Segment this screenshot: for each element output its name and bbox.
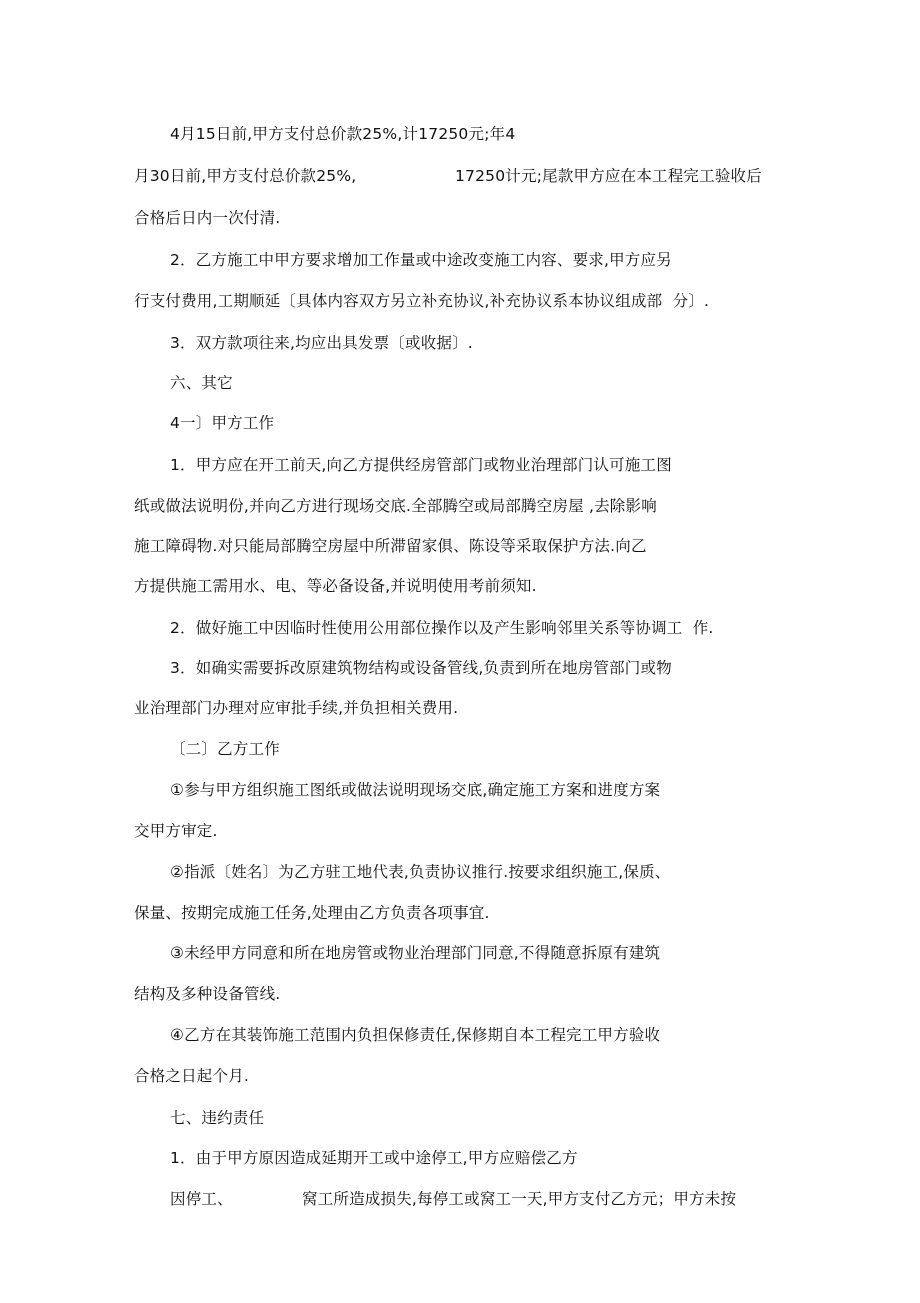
party-b-work-heading: 〔二〕乙方工作 xyxy=(170,740,280,758)
clause-2-line-2: 行支付费用,工期顺延〔具体内容双方另立补充协议,补充协议系本协议组成部 分〕. xyxy=(134,292,710,310)
party-b-item-2-line-2: 保量、按期完成施工任务,处理由乙方负责各项事宜. xyxy=(134,904,490,922)
party-b-item-3-line-2: 结构及多种设备管线. xyxy=(134,985,281,1003)
party-a-work-heading: 4一〕甲方工作 xyxy=(170,414,275,432)
section-7-heading: 七、违约责任 xyxy=(170,1109,265,1127)
liability-item-1-line-2b: 窝工所造成损失,每停工或窝工一天,甲方支付乙方元；甲方未按 xyxy=(302,1190,737,1208)
party-a-item-1-line-2: 纸或做法说明份,并向乙方进行现场交底.全部腾空或局部腾空房屋 ,去除影响 xyxy=(134,497,657,515)
party-b-item-1-line-1: ①参与甲方组织施工图纸或做法说明现场交底,确定施工方案和进度方案 xyxy=(170,781,661,799)
party-a-item-1-line-3: 施工障碍物.对只能局部腾空房屋中所滞留家俱、陈设等采取保护方法.向乙 xyxy=(134,537,647,555)
clause-2-line-1: 2．乙方施工中甲方要求增加工作量或中途改变施工内容、要求,甲方应另 xyxy=(170,251,672,269)
party-a-item-1-line-4: 方提供施工需用水、电、等必备设备,并说明使用考前须知. xyxy=(134,577,537,595)
party-b-item-1-line-2: 交甲方审定. xyxy=(134,822,218,840)
liability-item-1-line-1: 1．由于甲方原因造成延期开工或中途停工,甲方应赔偿乙方 xyxy=(170,1149,578,1167)
party-b-item-4-line-1: ④乙方在其装饰施工范围内负担保修责任,保修期自本工程完工甲方验收 xyxy=(170,1026,661,1044)
party-b-item-4-line-2: 合格之日起个月. xyxy=(134,1067,250,1085)
section-6-heading: 六、其它 xyxy=(170,374,233,392)
party-b-item-2-line-1: ②指派〔姓名〕为乙方驻工地代表,负责协议推行.按要求组织施工,保质、 xyxy=(170,863,671,881)
payment-line-1: 4月15日前,甲方支付总价款25%,计17250元;年4 xyxy=(170,125,516,143)
payment-line-2b: 17250计元;尾款甲方应在本工程完工验收后 xyxy=(455,167,762,185)
party-a-item-3-line-1: 3．如确实需要拆改原建筑物结构或设备管线,负责到所在地房管部门或物 xyxy=(170,659,672,677)
payment-line-2a: 月30日前,甲方支付总价款25%, xyxy=(134,167,357,185)
party-b-item-3-line-1: ③未经甲方同意和所在地房管或物业治理部门同意,不得随意拆原有建筑 xyxy=(170,944,661,962)
payment-line-3: 合格后日内一次付清. xyxy=(134,209,281,227)
liability-item-1-line-2a: 因停工、 xyxy=(170,1190,233,1208)
clause-3: 3．双方款项往来,均应出具发票〔或收据〕. xyxy=(170,334,473,352)
party-a-item-2: 2．做好施工中因临时性使用公用部位操作以及产生影响邻里关系等协调工 作. xyxy=(170,619,714,637)
party-a-item-3-line-2: 业治理部门办理对应审批手续,并负担相关费用. xyxy=(134,699,459,717)
party-a-item-1-line-1: 1．甲方应在开工前天,向乙方提供经房管部门或物业治理部门认可施工图 xyxy=(170,456,672,474)
